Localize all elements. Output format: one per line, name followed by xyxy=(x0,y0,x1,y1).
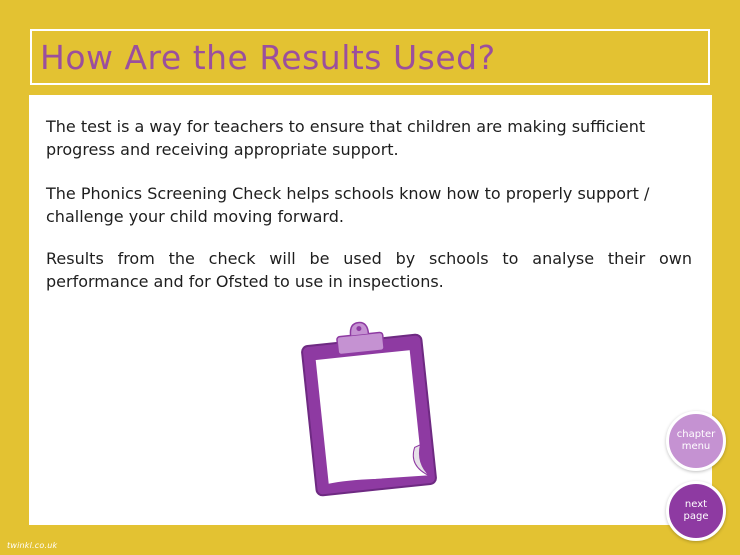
slide-title: How Are the Results Used? xyxy=(40,37,496,77)
footer-brand: twinkl.co.uk xyxy=(7,541,58,550)
paragraph-2: The Phonics Screening Check helps schools know how to properly support / challenge your child moving forward. xyxy=(46,184,650,226)
next-page-button[interactable] xyxy=(666,481,726,541)
chapter-menu-label: chapter menu xyxy=(676,429,716,452)
content-panel xyxy=(29,95,712,525)
next-page-label: next page xyxy=(683,499,709,522)
paragraph-3: Results from the check will be used by schools to analyse their own performance and for Ofsted to use in inspections. xyxy=(46,249,692,291)
chapter-menu-button[interactable] xyxy=(666,411,726,471)
slide-title-box xyxy=(30,29,710,85)
clipboard-icon xyxy=(299,320,449,505)
paragraph-1: The test is a way for teachers to ensure that children are making sufficient progress and receiving appropriate support. xyxy=(46,117,646,159)
